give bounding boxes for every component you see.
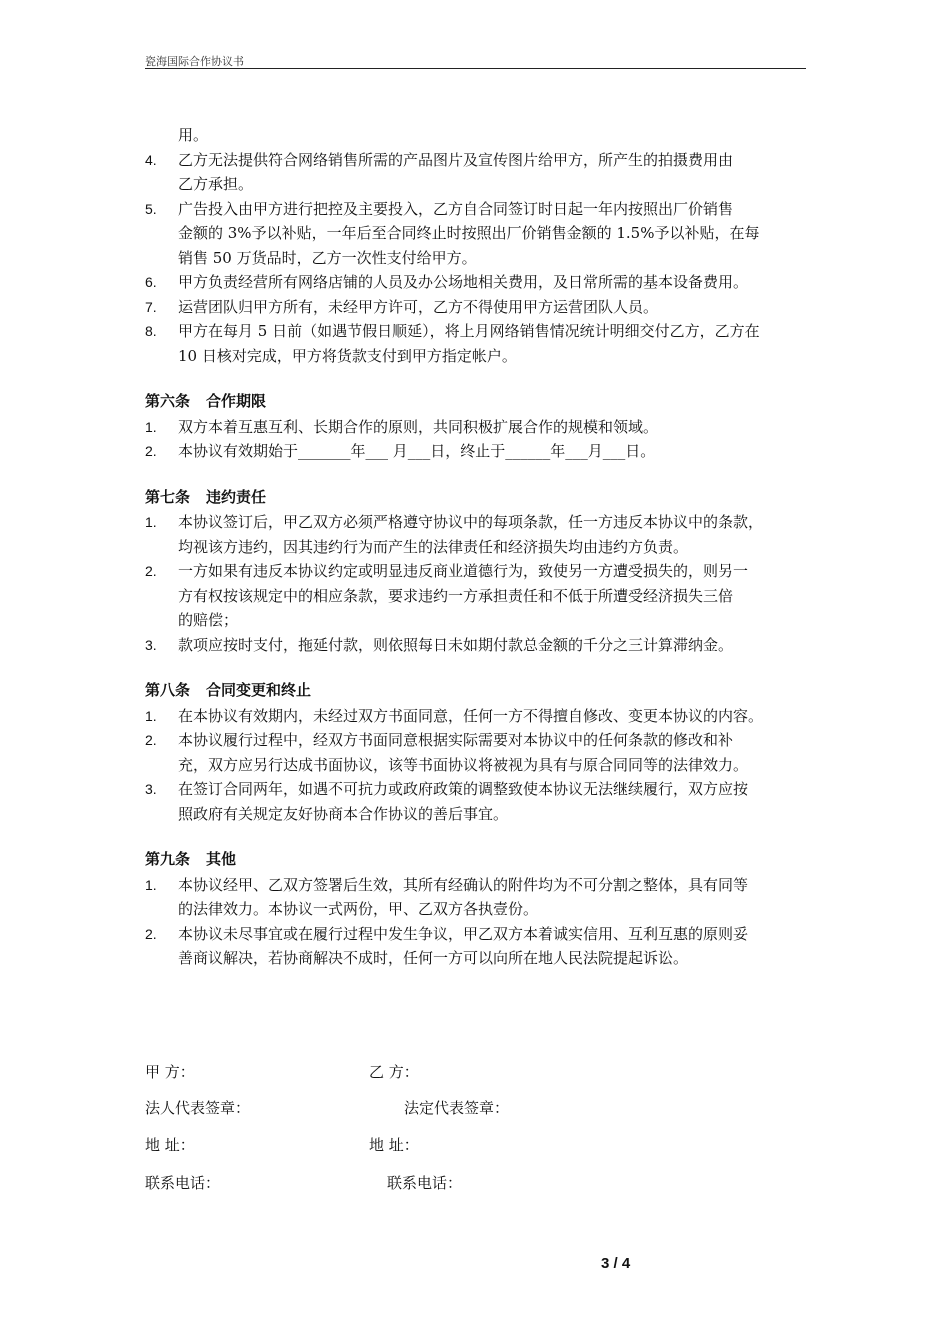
list-item-text: 本协议有效期始于_______年___ 月___日，终止于______年___月___日。: [178, 442, 656, 460]
list-item-line: [145, 802, 820, 827]
list-item-text: 金额的 3%予以补贴，一年后至合同终止时按照出厂价销售金额的 1.5%予以补贴，在每: [178, 224, 760, 242]
list-item-line: [145, 897, 820, 922]
continuation-line: 用。: [178, 126, 209, 144]
list-item-line: [145, 197, 820, 222]
section9-number: 第九条: [145, 851, 191, 868]
list-item-line: [145, 704, 820, 729]
list-item-line: [145, 873, 820, 898]
list-item-number: [145, 172, 178, 197]
legal-rep-a-label: 法人代表签章：: [145, 1099, 251, 1117]
list-item-line: [145, 633, 820, 658]
address-b-label: 地 址：: [369, 1136, 419, 1154]
list-item-number: [145, 802, 178, 827]
list-item-text: 乙方无法提供符合网络销售所需的产品图片及宣传图片给甲方，所产生的拍摄费用由: [178, 150, 734, 169]
list-item-number: [145, 584, 178, 609]
list-item-text: 的赔偿；: [178, 611, 239, 629]
list-item-line: [145, 172, 820, 197]
page-number: 3 / 4: [601, 1255, 631, 1272]
list-item-text: 10 日核对完成，甲方将货款支付到甲方指定帐户。: [178, 346, 517, 365]
list-item-number: 4.: [145, 151, 157, 168]
list-item-line: [145, 728, 820, 753]
list-item-number: 1.: [145, 514, 157, 530]
list-item-line: [145, 922, 820, 947]
list-item-line: [145, 946, 820, 971]
list-item-line: [145, 608, 820, 633]
list-item-number: [145, 344, 178, 369]
list-item-text: 一方如果有违反本协议约定或明显违反商业道德行为，致使另一方遭受损失的，则另一: [178, 562, 749, 580]
list-item-line: [145, 439, 820, 464]
list-item-number: 6.: [145, 274, 157, 290]
phone-a-label: 联系电话：: [145, 1174, 221, 1192]
list-item-number: [145, 946, 178, 971]
list-item-number: 7.: [145, 298, 157, 315]
list-item-line: [145, 415, 820, 440]
page-header: [145, 50, 806, 69]
list-item-number: 1.: [145, 418, 157, 435]
list-item-line: [145, 319, 820, 344]
section6-title: 合作期限: [206, 393, 267, 410]
section7-heading: [145, 486, 820, 511]
list-item-number: [145, 753, 178, 778]
section8-heading: [145, 679, 820, 704]
list-item-text: 甲方负责经营所有网络店铺的人员及办公场地相关费用，及日常所需的基本设备费用。: [178, 273, 749, 291]
list-item-text: 善商议解决，若协商解决不成时，任何一方可以向所在地人民法院提起诉讼。: [178, 949, 689, 967]
list-item-text: 在签订合同两年，如遇不可抗力或政府政策的调整致使本协议无法继续履行，双方应按: [178, 780, 749, 798]
list-item-line: [145, 270, 820, 295]
party-b-label: 乙 方：: [369, 1063, 419, 1081]
list-item-text: 本协议经甲、乙双方签署后生效，其所有经确认的附件均为不可分割之整体，具有同等: [178, 875, 749, 894]
list-item-number: 5.: [145, 200, 157, 217]
list-item-number: 8.: [145, 323, 157, 339]
list-item-text: 本协议未尽事宜或在履行过程中发生争议，甲乙双方本着诚实信用、互利互惠的原则妥: [178, 924, 749, 943]
legal-rep-b-label: 法定代表签章：: [404, 1099, 510, 1117]
phone-b-label: 联系电话：: [387, 1174, 463, 1192]
section6-items: [145, 415, 820, 464]
list-item-text: 款项应按时支付，拖延付款，则依照每日未如期付款总金额的千分之三计算滞纳金。: [178, 635, 734, 654]
list-item-text: 本协议签订后，甲乙双方必须严格遵守协议中的每项条款，任一方违反本协议中的条款，: [178, 513, 764, 531]
list-item-number: 2.: [145, 443, 157, 459]
list-item-text: 本协议履行过程中，经双方书面同意根据实际需要对本协议中的任何条款的修改和补: [178, 731, 734, 749]
section9-heading: [145, 848, 820, 873]
list-item-line: [145, 221, 820, 246]
section7-items: [145, 510, 820, 657]
section8-title: 合同变更和终止: [206, 682, 312, 699]
list-item-line: [145, 148, 820, 173]
list-item-line: [145, 777, 820, 802]
section7-title: 违约责任: [206, 488, 267, 506]
section7-number: 第七条: [145, 488, 191, 506]
address-a-label: 地 址：: [145, 1136, 195, 1154]
list-item-text: 在本协议有效期内，未经过双方书面同意，任何一方不得擅自修改、变更本协议的内容。: [178, 706, 764, 725]
list-item-number: [145, 246, 178, 271]
list-item-text: 方有权按该规定中的相应条款，要求违约一方承担责任和不低于所遭受经济损失三倍: [178, 586, 734, 605]
section8-items: [145, 704, 820, 827]
list-item-text: 均视该方违约，因其违约行为而产生的法律责任和经济损失均由违约方负责。: [178, 537, 689, 556]
list-item-text: 充，双方应另行达成书面协议，该等书面协议将被视为具有与原合同同等的法律效力。: [178, 755, 749, 774]
document-body: [145, 123, 820, 971]
list-item-number: 1.: [145, 707, 157, 724]
list-item-text: 广告投入由甲方进行把控及主要投入，乙方自合同签订时日起一年内按照出厂价销售: [178, 199, 734, 218]
list-item-text: 运营团队归甲方所有，未经甲方许可，乙方不得使用甲方运营团队人员。: [178, 297, 659, 316]
list-item-line: [145, 559, 820, 584]
list-item-line: [145, 295, 820, 320]
list-item-number: 2.: [145, 563, 157, 579]
list-item-number: [145, 535, 178, 560]
section6-number: 第六条: [145, 393, 191, 410]
party-a-label: 甲 方：: [145, 1063, 195, 1081]
section5-items: [145, 148, 820, 369]
list-item-number: 1.: [145, 876, 157, 893]
list-item-number: 3.: [145, 781, 157, 797]
list-item-line: [145, 246, 820, 271]
list-item-number: 2.: [145, 732, 157, 748]
list-item-text: 的法律效力。本协议一式两份，甲、乙双方各执壹份。: [178, 900, 539, 918]
list-item-number: [145, 608, 178, 633]
list-item-text: 双方本着互惠互利、长期合作的原则，共同积极扩展合作的规模和领域。: [178, 417, 659, 436]
section9-items: [145, 873, 820, 971]
list-item-line: [145, 584, 820, 609]
list-item-number: [145, 221, 178, 246]
list-item-line: [145, 535, 820, 560]
section6-heading: [145, 390, 820, 415]
list-item-text: 销售 50 万货品时，乙方一次性支付给甲方。: [178, 248, 477, 267]
list-item-number: 2.: [145, 925, 157, 942]
list-item-line: [145, 753, 820, 778]
list-item-text: 照政府有关规定友好协商本合作协议的善后事宜。: [178, 804, 509, 823]
list-item-number: [145, 897, 178, 922]
header-title: 瓷海国际合作协议书: [145, 55, 244, 68]
list-item-text: 乙方承担。: [178, 175, 254, 193]
list-item-number: 3.: [145, 636, 157, 653]
list-item-line: [145, 510, 820, 535]
section9-title: 其他: [206, 851, 237, 868]
list-item-line: [145, 344, 820, 369]
section8-number: 第八条: [145, 682, 191, 699]
list-item-text: 甲方在每月 5 日前（如遇节假日顺延），将上月网络销售情况统计明细交付乙方，乙方在: [178, 322, 760, 340]
